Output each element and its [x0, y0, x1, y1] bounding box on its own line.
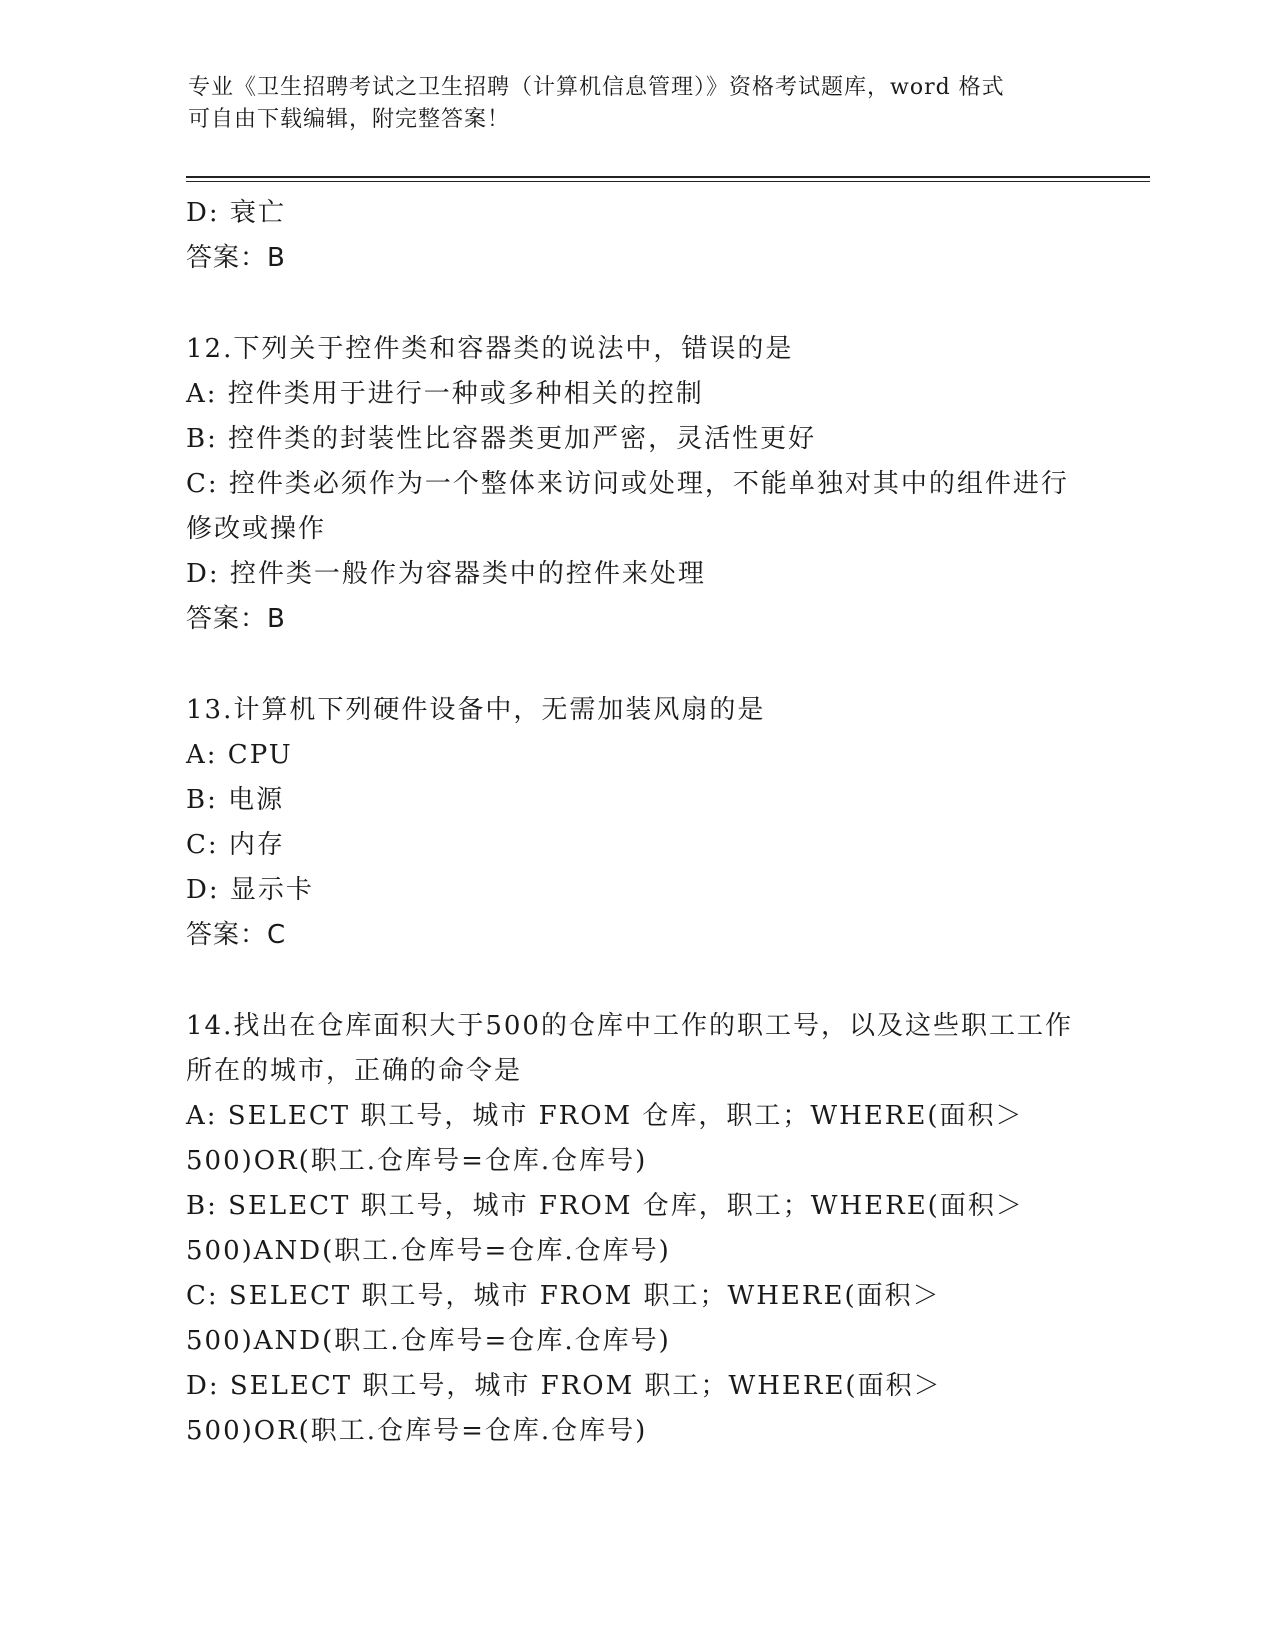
question-content	[186, 191, 1086, 1454]
answer: 答案：B	[186, 604, 286, 634]
option-a: A: CPU	[186, 740, 293, 770]
spacer	[186, 642, 1086, 688]
option-c: C: SELECT 职工号，城市 FROM 职工；WHERE(面积＞500)AND(职工.仓库号=仓库.仓库号)	[186, 1281, 941, 1356]
option-b: B: 控件类的封装性比容器类更加严密，灵活性更好	[186, 424, 817, 454]
option-d: D: 显示卡	[186, 875, 314, 905]
option-d: D: 控件类一般作为容器类中的控件来处理	[186, 559, 706, 589]
option-d: D: SELECT 职工号，城市 FROM 职工；WHERE(面积＞500)OR(职工.仓库号=仓库.仓库号)	[186, 1371, 942, 1446]
option-a: A: 控件类用于进行一种或多种相关的控制	[186, 379, 704, 409]
spacer	[186, 958, 1086, 1004]
question-stem: 12.下列关于控件类和容器类的说法中，错误的是	[186, 334, 794, 364]
option-c: C: 控件类必须作为一个整体来访问或处理，不能单独对其中的组件进行修改或操作	[186, 469, 1069, 544]
option-b: B: 电源	[186, 785, 285, 815]
option-c: C: 内存	[186, 830, 285, 860]
header-line-1: 专业《卫生招聘考试之卫生招聘（计算机信息管理）》资格考试题库，word 格式	[188, 75, 1005, 100]
prev-answer: 答案：B	[186, 243, 286, 273]
spacer	[186, 281, 1086, 327]
document-header	[188, 72, 1068, 136]
question-stem: 14.找出在仓库面积大于500的仓库中工作的职工号，以及这些职工工作所在的城市，正确的命令是	[186, 1011, 1073, 1086]
prev-option-d: D: 衰亡	[186, 198, 286, 228]
header-rule-thin	[186, 181, 1150, 182]
option-a: A: SELECT 职工号，城市 FROM 仓库，职工；WHERE(面积＞500)OR(职工.仓库号=仓库.仓库号)	[186, 1101, 1024, 1176]
question-stem: 13.计算机下列硬件设备中，无需加装风扇的是	[186, 695, 766, 725]
answer: 答案：C	[186, 920, 287, 950]
header-rule-thick	[186, 176, 1150, 178]
question-13	[186, 688, 1086, 958]
question-14	[186, 1004, 1086, 1454]
question-12	[186, 327, 1086, 642]
option-b: B: SELECT 职工号，城市 FROM 仓库，职工；WHERE(面积＞500)AND(职工.仓库号=仓库.仓库号)	[186, 1191, 1024, 1266]
header-line-2: 可自由下载编辑，附完整答案！	[188, 107, 511, 132]
